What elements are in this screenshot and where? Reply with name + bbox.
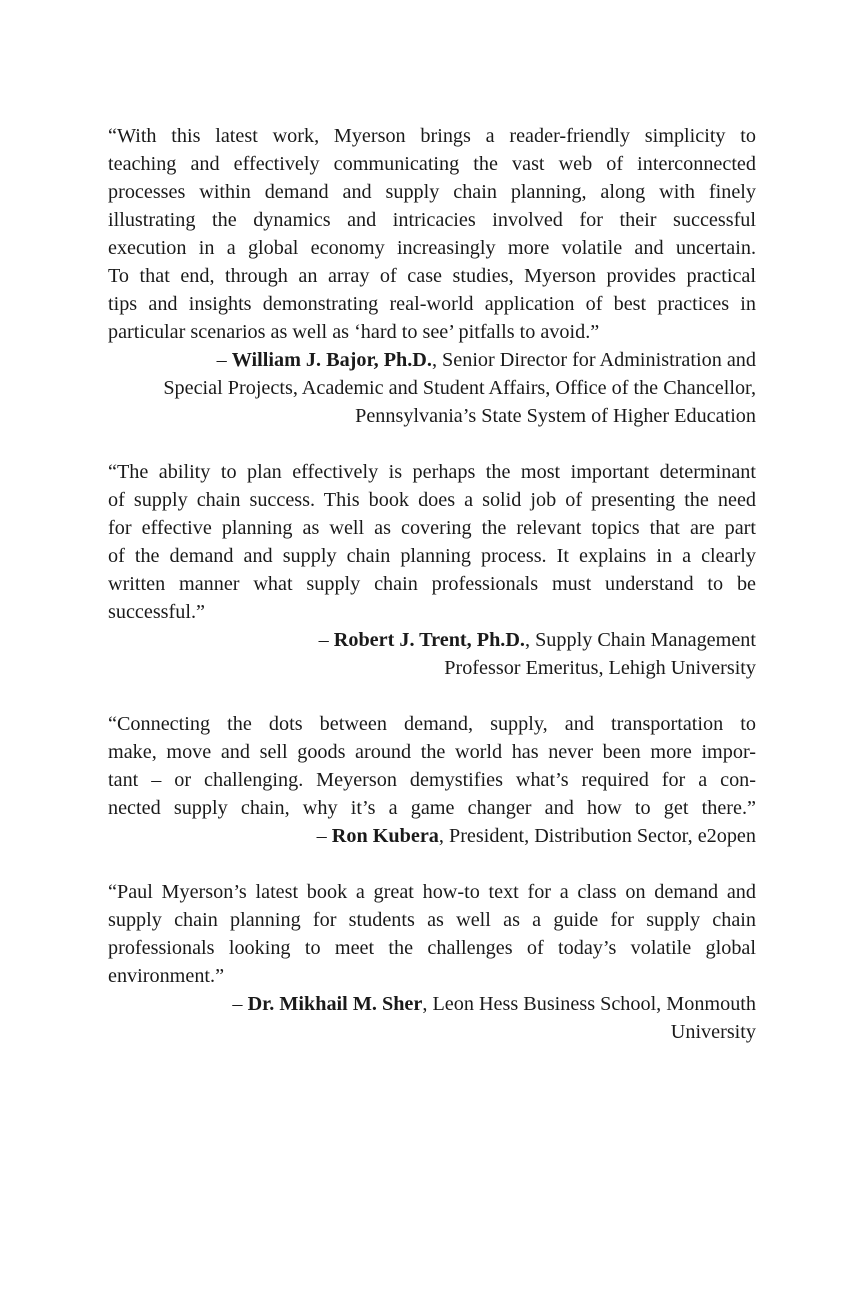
endorser-name: William J. Bajor, Ph.D. — [231, 349, 432, 371]
attribution — [108, 626, 756, 654]
quote-line: successful.” — [108, 601, 205, 623]
quote-line: teaching and effectively communicating the vast web of interconnected — [108, 153, 756, 175]
endorser-affiliation: , Senior Director for Administration and — [431, 349, 756, 371]
endorsements-page — [108, 122, 756, 1074]
quote-line: written manner what supply chain professionals must understand to be — [108, 573, 756, 595]
endorsement-kubera — [108, 710, 756, 850]
endorser-affiliation: , Supply Chain Management — [524, 629, 756, 651]
attribution-dash: – — [216, 349, 232, 371]
endorser-name: Ron Kubera — [331, 825, 439, 847]
quote-line: tips and insights demonstrating real-world application of best practices in — [108, 293, 756, 315]
attribution — [108, 990, 756, 1018]
quote-line: “With this latest work, Myerson brings a reader-friendly simplicity to — [108, 125, 756, 147]
endorsement-sher — [108, 878, 756, 1046]
quote-line: illustrating the dynamics and intricacies involved for their successful — [108, 209, 756, 231]
endorser-affiliation: Pennsylvania’s State System of Higher Education — [355, 405, 756, 427]
quote-line: for effective planning as well as covering the relevant topics that are part — [108, 517, 756, 539]
endorsement-bajor — [108, 122, 756, 430]
quote-line: nected supply chain, why it’s a game changer and how to get there.” — [108, 797, 756, 819]
quote-line: processes within demand and supply chain planning, along with finely — [108, 181, 756, 203]
attribution — [108, 346, 756, 374]
endorser-affiliation: , President, Distribution Sector, e2open — [438, 825, 756, 847]
quote-line: of supply chain success. This book does a solid job of presenting the need — [108, 489, 756, 511]
quote-line: To that end, through an array of case studies, Myerson provides practical — [108, 265, 756, 287]
quote-line: execution in a global economy increasingly more volatile and uncertain. — [108, 237, 756, 259]
endorsement-trent — [108, 458, 756, 682]
quote-line: tant – or challenging. Meyerson demystifies what’s required for a con- — [108, 769, 756, 791]
endorser-name: Dr. Mikhail M. Sher — [247, 993, 423, 1015]
quote-line: “The ability to plan effectively is perhaps the most important determinant — [108, 461, 756, 483]
endorser-affiliation: , Leon Hess Business School, Monmouth — [422, 993, 756, 1015]
quote-line: “Connecting the dots between demand, supply, and transportation to — [108, 713, 756, 735]
endorser-affiliation: Special Projects, Academic and Student Affairs, Office of the Chancellor, — [163, 377, 756, 399]
quote-line: make, move and sell goods around the world has never been more impor- — [108, 741, 756, 763]
endorser-affiliation: Professor Emeritus, Lehigh University — [444, 657, 756, 679]
quote-line: “Paul Myerson’s latest book a great how-to text for a class on demand and — [108, 881, 756, 903]
quote-line: particular scenarios as well as ‘hard to see’ pitfalls to avoid.” — [108, 321, 600, 343]
attribution-dash: – — [318, 629, 334, 651]
quote-line: professionals looking to meet the challenges of today’s volatile global — [108, 937, 756, 959]
quote-line: of the demand and supply chain planning process. It explains in a clearly — [108, 545, 756, 567]
quote-line: supply chain planning for students as well as a guide for supply chain — [108, 909, 756, 931]
quote-line: environment.” — [108, 965, 225, 987]
attribution — [108, 822, 756, 850]
endorser-affiliation: University — [670, 1021, 756, 1043]
attribution-dash: – — [232, 993, 248, 1015]
attribution-dash: – — [316, 825, 332, 847]
endorser-name: Robert J. Trent, Ph.D. — [333, 629, 525, 651]
